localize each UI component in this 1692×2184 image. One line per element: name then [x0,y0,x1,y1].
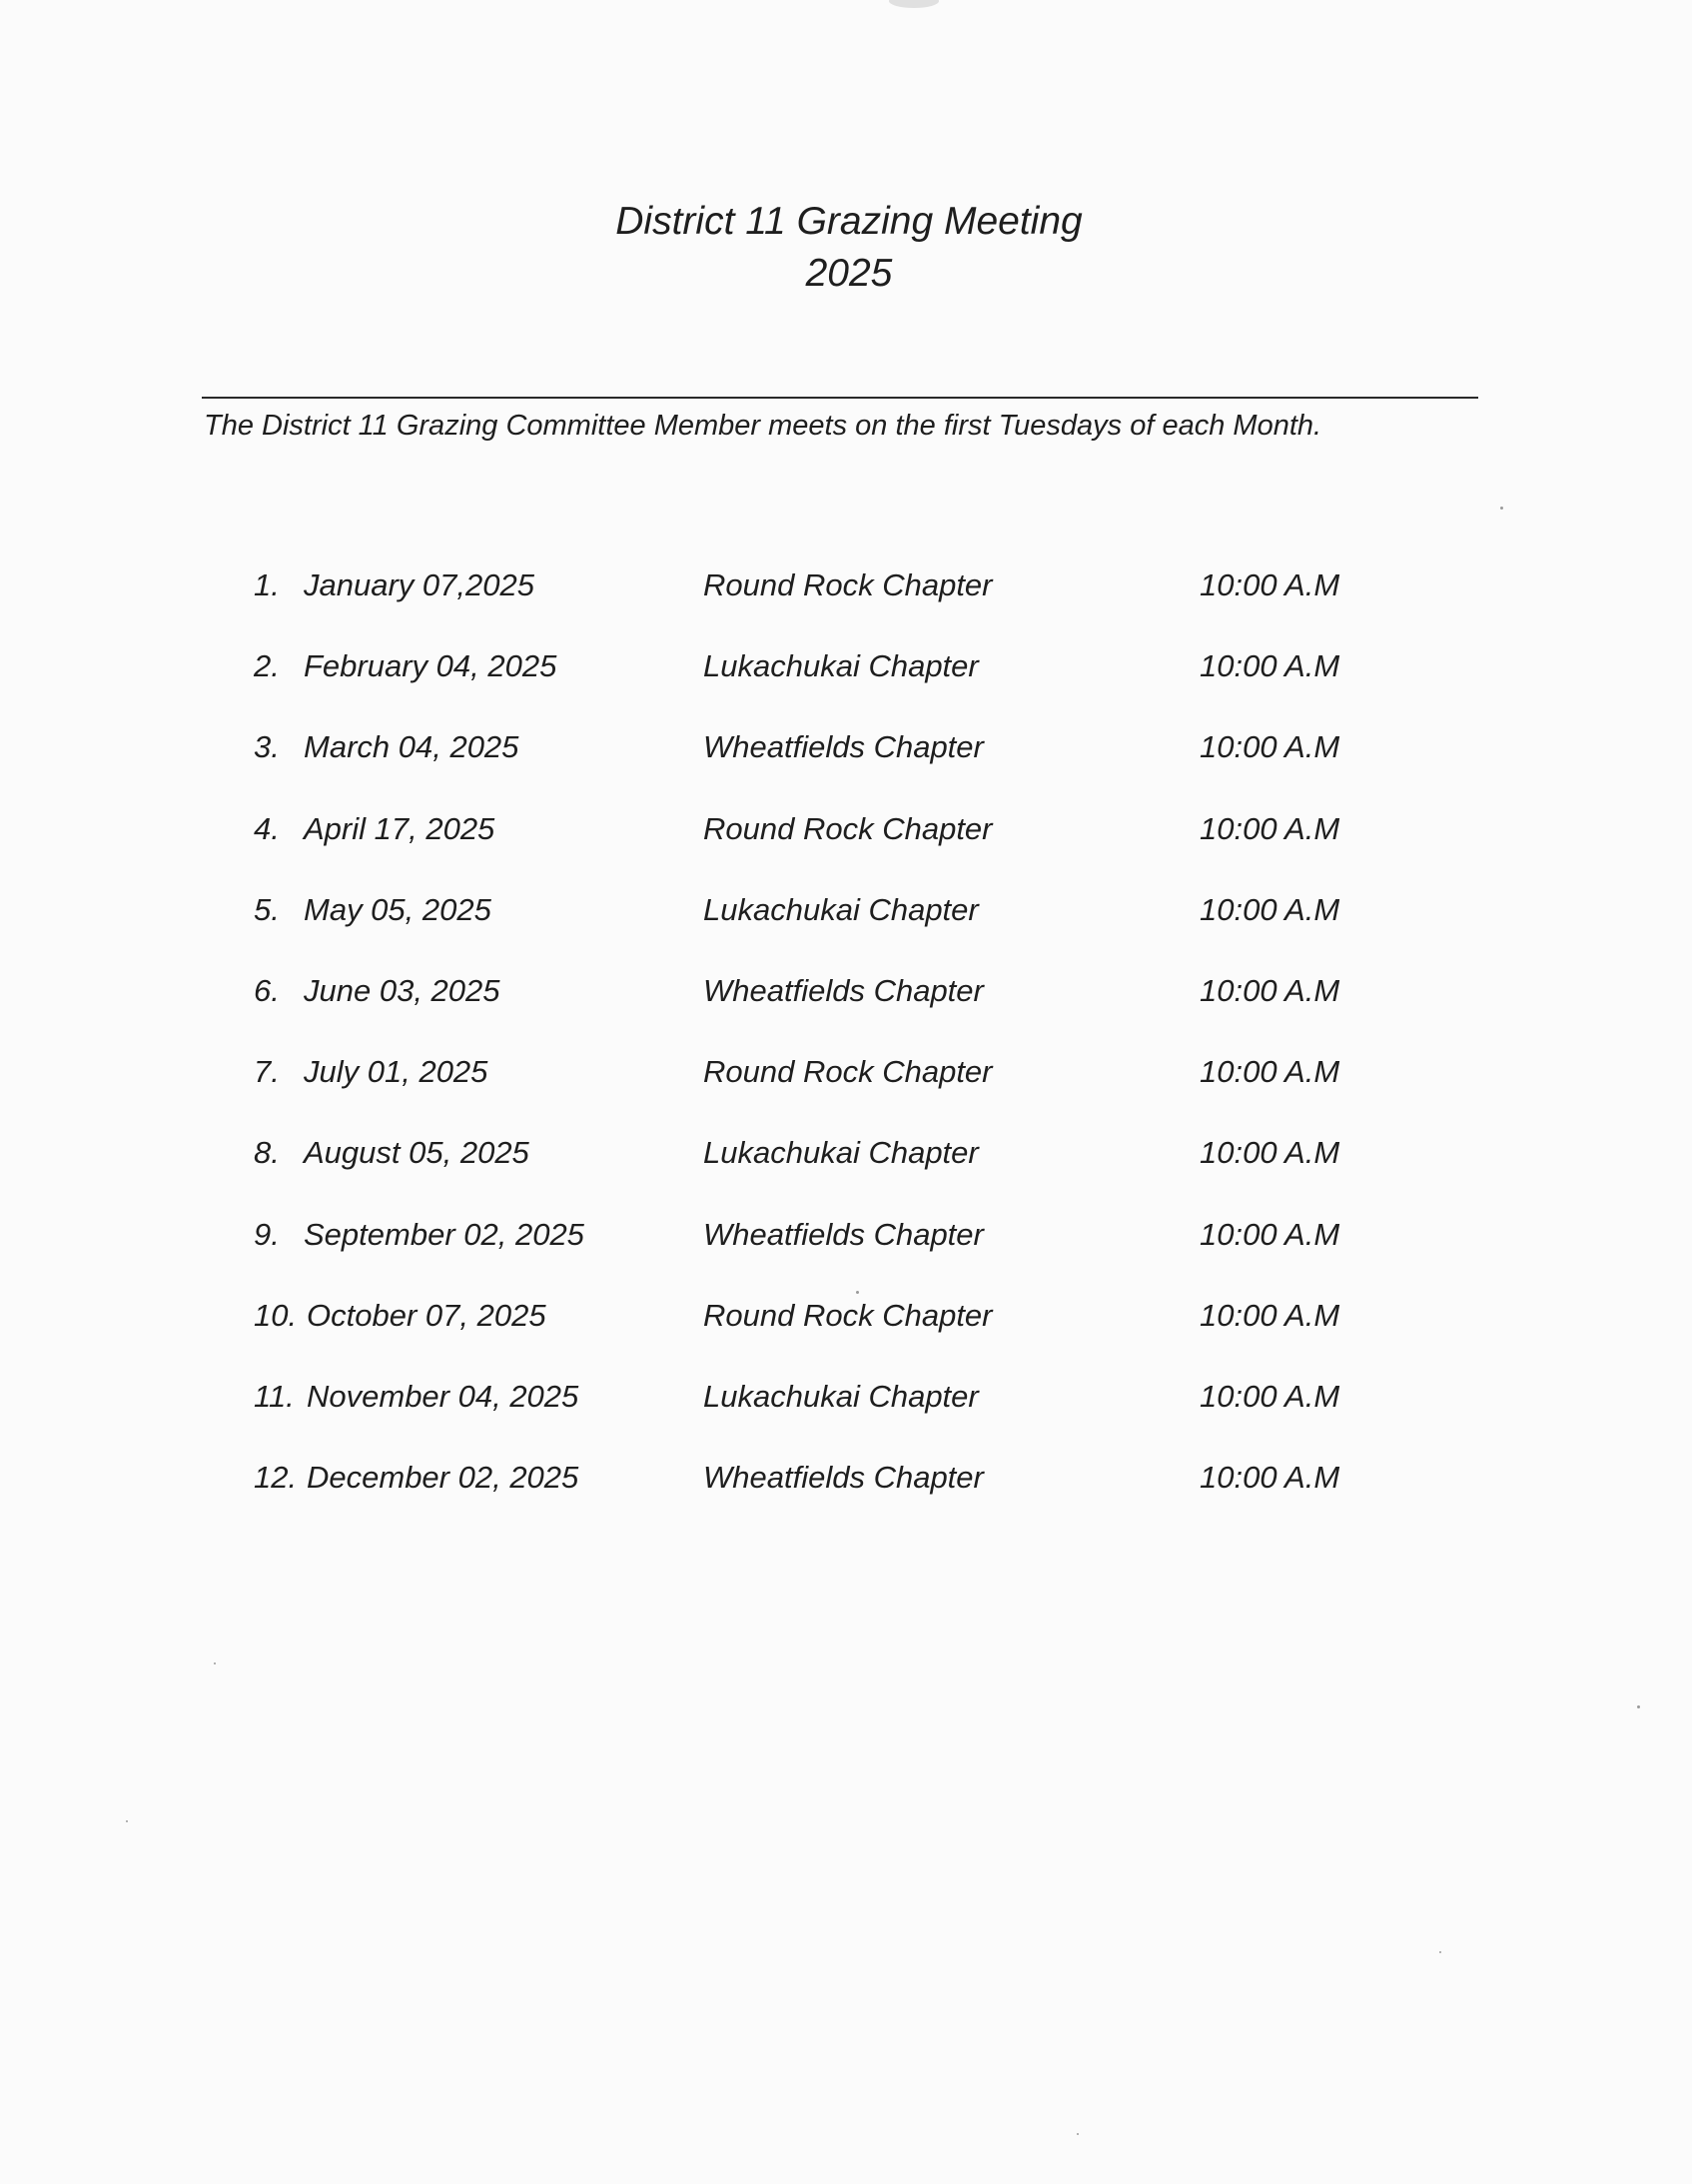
meeting-location: Lukachukai Chapter [703,1135,979,1171]
item-number: 7. [254,1054,280,1090]
meeting-time: 10:00 A.M [1200,1135,1340,1171]
meeting-time: 10:00 A.M [1200,648,1340,684]
document-title: District 11 Grazing Meeting [615,200,1083,243]
meeting-date: September 02, 2025 [304,1216,584,1252]
meeting-date: December 02, 2025 [307,1460,579,1496]
meeting-location: Round Rock Chapter [703,567,993,602]
list-item [0,890,1692,971]
meeting-date: February 04, 2025 [304,648,557,684]
meeting-schedule-list [0,565,1692,1539]
meeting-time: 10:00 A.M [1200,1460,1340,1496]
item-number: 2. [254,648,280,684]
intro-text: The District 11 Grazing Committee Member meets on the first Tuesdays of each Month. [204,410,1322,442]
item-number: 6. [254,972,280,1008]
meeting-date: October 07, 2025 [307,1297,546,1333]
meeting-date: April 17, 2025 [304,810,495,846]
meeting-date: August 05, 2025 [304,1135,529,1171]
meeting-date: January 07,2025 [304,567,534,602]
scan-speck [1439,1951,1441,1953]
item-number: 9. [254,1216,280,1252]
list-item [0,1133,1692,1214]
meeting-time: 10:00 A.M [1200,1378,1340,1414]
item-number: 10. [254,1297,298,1333]
meeting-location: Wheatfields Chapter [703,972,984,1008]
item-number: 5. [254,891,280,927]
meeting-time: 10:00 A.M [1200,810,1340,846]
meeting-location: Wheatfields Chapter [703,1460,984,1496]
meeting-location: Wheatfields Chapter [703,1216,984,1252]
meeting-date: July 01, 2025 [304,1054,488,1090]
meeting-date: May 05, 2025 [304,891,491,927]
meeting-location: Lukachukai Chapter [703,1378,979,1414]
document-year: 2025 [805,252,893,295]
meeting-location: Round Rock Chapter [703,1297,993,1333]
list-item [0,971,1692,1052]
item-number: 11. [254,1378,295,1414]
meeting-location: Wheatfields Chapter [703,729,984,765]
list-item [0,646,1692,727]
meeting-time: 10:00 A.M [1200,567,1340,602]
list-item [0,1296,1692,1377]
meeting-date: June 03, 2025 [304,972,500,1008]
list-item [0,727,1692,808]
item-number: 4. [254,810,280,846]
scan-speck [1077,2133,1079,2135]
list-item [0,809,1692,890]
item-number: 8. [254,1135,280,1171]
list-item [0,565,1692,646]
scan-speck [1500,507,1503,510]
scan-speck [1637,1705,1640,1708]
list-item [0,1215,1692,1296]
meeting-time: 10:00 A.M [1200,729,1340,765]
list-item [0,1458,1692,1539]
meeting-time: 10:00 A.M [1200,1216,1340,1252]
meeting-date: March 04, 2025 [304,729,519,765]
item-number: 3. [254,729,280,765]
scan-speck [126,1820,128,1822]
item-number: 1. [254,567,280,602]
meeting-location: Lukachukai Chapter [703,891,979,927]
list-item [0,1377,1692,1458]
scan-speck [856,1291,859,1294]
scan-speck [214,1662,216,1664]
meeting-time: 10:00 A.M [1200,891,1340,927]
meeting-location: Round Rock Chapter [703,1054,993,1090]
horizontal-rule [202,397,1478,399]
meeting-time: 10:00 A.M [1200,972,1340,1008]
scan-smudge [889,0,939,8]
meeting-location: Round Rock Chapter [703,810,993,846]
meeting-location: Lukachukai Chapter [703,648,979,684]
list-item [0,1052,1692,1133]
meeting-time: 10:00 A.M [1200,1054,1340,1090]
meeting-date: November 04, 2025 [307,1378,579,1414]
item-number: 12. [254,1460,298,1496]
meeting-time: 10:00 A.M [1200,1297,1340,1333]
